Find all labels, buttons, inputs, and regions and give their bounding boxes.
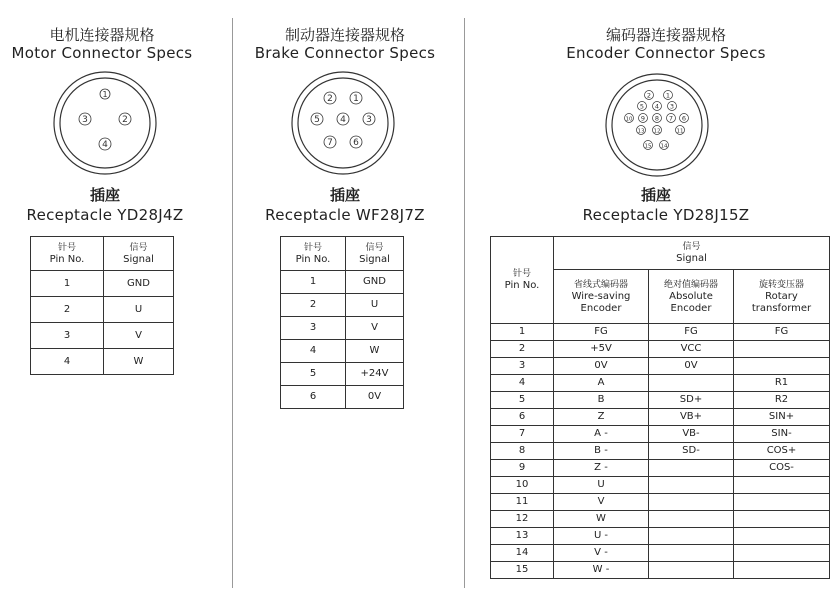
svg-text:15: 15 bbox=[644, 143, 652, 150]
table-row: 12 W bbox=[491, 511, 830, 528]
encoder-pin-table bbox=[490, 236, 830, 579]
encoder-pin-2 bbox=[645, 91, 654, 100]
svg-text:6: 6 bbox=[681, 114, 687, 123]
brake-title-cn: 制动器连接器规格 bbox=[284, 26, 405, 44]
svg-text:3: 3 bbox=[669, 102, 675, 111]
motor-title-en: Motor Connector Specs bbox=[11, 44, 193, 62]
table-row: 3 V bbox=[281, 317, 404, 340]
encoder-title-en: Encoder Connector Specs bbox=[566, 44, 766, 62]
brake-receptacle-en: Receptacle WF28J7Z bbox=[265, 206, 425, 224]
table-row: 3 0V 0V bbox=[491, 358, 830, 375]
motor-receptacle-en: Receptacle YD28J4Z bbox=[26, 206, 184, 224]
table-row: 4 A R1 bbox=[491, 375, 830, 392]
brake-pin-4 bbox=[337, 113, 349, 125]
table-row: 10 U bbox=[491, 477, 830, 494]
motor-pin-4 bbox=[99, 138, 111, 150]
encoder-pin-7 bbox=[667, 114, 676, 123]
motor-head-signal: 信号 Signal bbox=[104, 237, 174, 271]
encoder-pin-1 bbox=[664, 91, 673, 100]
table-row: 3 V bbox=[31, 323, 174, 349]
svg-text:5: 5 bbox=[639, 102, 645, 111]
brake-pin-1 bbox=[350, 92, 362, 104]
brake-pin-5 bbox=[311, 113, 323, 125]
motor-pin-table bbox=[30, 236, 174, 375]
table-row: 1 GND bbox=[31, 271, 174, 297]
encoder-pin-13 bbox=[637, 126, 646, 135]
encoder-head-pin: 针号 Pin No. bbox=[491, 237, 554, 324]
table-row: 15 W - bbox=[491, 562, 830, 579]
motor-connector-diagram bbox=[52, 70, 158, 176]
table-row: 14 V - bbox=[491, 545, 830, 562]
svg-text:6: 6 bbox=[353, 138, 359, 148]
encoder-pin-8 bbox=[653, 114, 662, 123]
encoder-pin-15 bbox=[644, 141, 653, 150]
brake-pin-6 bbox=[350, 136, 362, 148]
svg-text:12: 12 bbox=[653, 128, 661, 135]
table-row: 13 U - bbox=[491, 528, 830, 545]
table-row: 2 U bbox=[31, 297, 174, 323]
encoder-pin-12 bbox=[653, 126, 662, 135]
svg-text:8: 8 bbox=[654, 114, 660, 123]
encoder-pin-6 bbox=[680, 114, 689, 123]
encoder-head-absolute: 绝对值编码器 Absolute Encoder bbox=[649, 270, 734, 324]
motor-pin-2 bbox=[119, 113, 131, 125]
brake-connector-diagram bbox=[290, 70, 396, 176]
svg-text:4: 4 bbox=[654, 102, 660, 111]
motor-receptacle-cn: 插座 bbox=[89, 186, 120, 204]
svg-text:1: 1 bbox=[353, 94, 359, 104]
separator-right bbox=[464, 18, 465, 588]
encoder-pin-4 bbox=[653, 102, 662, 111]
brake-pin-table bbox=[280, 236, 404, 409]
brake-head-pin: 针号 Pin No. bbox=[281, 237, 346, 271]
table-row: 6 0V bbox=[281, 386, 404, 409]
table-row: 4 W bbox=[281, 340, 404, 363]
brake-pin-2 bbox=[324, 92, 336, 104]
encoder-pin-3 bbox=[668, 102, 677, 111]
table-row: 1 GND bbox=[281, 271, 404, 294]
svg-text:1: 1 bbox=[102, 90, 108, 99]
table-row: 8 B - SD- COS+ bbox=[491, 443, 830, 460]
svg-text:3: 3 bbox=[82, 115, 88, 125]
encoder-pin-14 bbox=[660, 141, 669, 150]
encoder-pin-11 bbox=[676, 126, 685, 135]
svg-text:3: 3 bbox=[366, 115, 372, 125]
brake-head-signal: 信号 Signal bbox=[346, 237, 404, 271]
table-row: 9 Z - COS- bbox=[491, 460, 830, 477]
svg-text:9: 9 bbox=[640, 114, 646, 123]
svg-text:2: 2 bbox=[122, 115, 128, 125]
encoder-head-wire-saving: 省线式编码器 Wire-saving Encoder bbox=[554, 270, 649, 324]
table-row: 7 A - VB- SIN- bbox=[491, 426, 830, 443]
table-row: 11 V bbox=[491, 494, 830, 511]
svg-text:11: 11 bbox=[676, 128, 684, 135]
encoder-head-signal: 信号 Signal bbox=[554, 237, 830, 270]
encoder-receptacle-en: Receptacle YD28J15Z bbox=[582, 206, 750, 224]
brake-title-en: Brake Connector Specs bbox=[254, 44, 436, 62]
encoder-pin-10 bbox=[625, 114, 634, 123]
encoder-head-rotary: 旋转变压器 Rotary transformer bbox=[734, 270, 830, 324]
svg-text:4: 4 bbox=[340, 115, 346, 125]
brake-pin-7 bbox=[324, 136, 336, 148]
table-row: 5 +24V bbox=[281, 363, 404, 386]
svg-text:7: 7 bbox=[327, 138, 333, 148]
svg-text:4: 4 bbox=[102, 140, 108, 150]
table-row: 1 FG FG FG bbox=[491, 324, 830, 341]
encoder-pin-5 bbox=[638, 102, 647, 111]
svg-text:2: 2 bbox=[646, 91, 652, 100]
separator-left bbox=[232, 18, 233, 588]
encoder-connector-diagram bbox=[604, 72, 710, 178]
svg-text:1: 1 bbox=[665, 91, 671, 100]
svg-text:13: 13 bbox=[637, 128, 645, 135]
svg-text:10: 10 bbox=[625, 116, 633, 123]
brake-pin-3 bbox=[363, 113, 375, 125]
motor-head-pin: 针号 Pin No. bbox=[31, 237, 104, 271]
encoder-pin-9 bbox=[639, 114, 648, 123]
motor-pin-3 bbox=[79, 113, 91, 125]
brake-receptacle-cn: 插座 bbox=[329, 186, 360, 204]
table-row: 6 Z VB+ SIN+ bbox=[491, 409, 830, 426]
encoder-title-cn: 编码器连接器规格 bbox=[605, 26, 726, 44]
motor-pin-1 bbox=[100, 89, 110, 99]
table-row: 2 U bbox=[281, 294, 404, 317]
table-row: 4 W bbox=[31, 349, 174, 375]
motor-title-cn: 电机连接器规格 bbox=[49, 26, 155, 44]
svg-text:14: 14 bbox=[660, 143, 668, 150]
svg-text:7: 7 bbox=[668, 114, 674, 123]
svg-text:2: 2 bbox=[327, 94, 333, 104]
table-row: 5 B SD+ R2 bbox=[491, 392, 830, 409]
encoder-receptacle-cn: 插座 bbox=[640, 186, 671, 204]
svg-text:5: 5 bbox=[314, 115, 320, 125]
table-row: 2 +5V VCC bbox=[491, 341, 830, 358]
